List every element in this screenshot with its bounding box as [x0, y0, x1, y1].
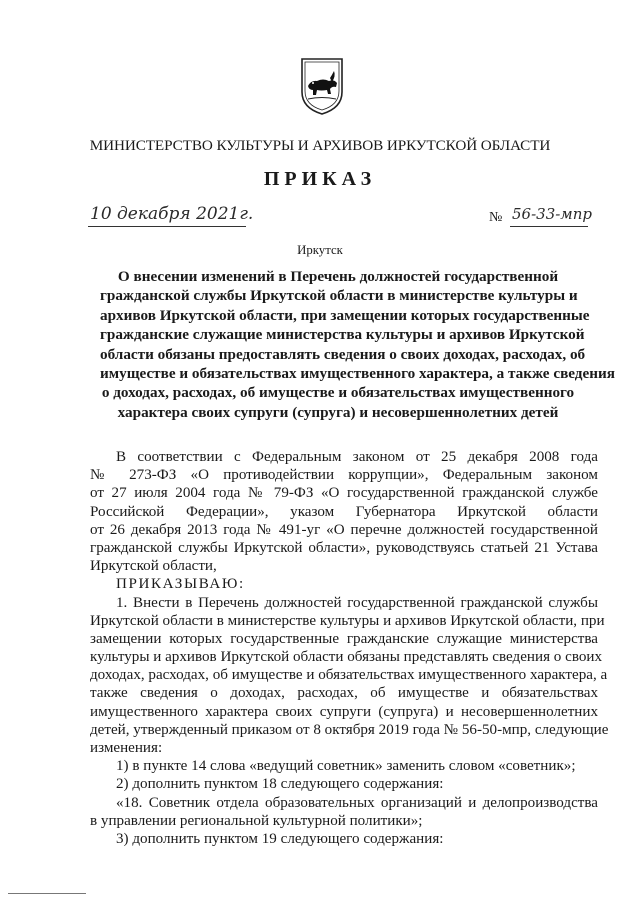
date-underline — [88, 226, 246, 227]
body-line: 3) дополнить пунктом 19 следующего содержания: — [116, 830, 444, 847]
handwritten-date: 10 декабря 2021г. — [90, 204, 254, 224]
body-line: культуры и архивов Иркутской области обязаны представлять сведения о своих — [90, 649, 603, 666]
title-line: имуществе и обязательствах имущественного характера, а также сведения — [100, 365, 615, 383]
body-line: № 273-ФЗ «О противодействии коррупции», Федеральным законом — [90, 467, 598, 484]
body-line: Иркутской области, — [90, 558, 217, 575]
title-line: О внесении изменений в Перечень должностей государственной — [117, 268, 559, 285]
body-line: от 27 июля 2004 года № 79-ФЗ «О государственной гражданской службе — [90, 485, 598, 502]
body-line: изменения: — [90, 740, 163, 756]
ministry-name: МИНИСТЕРСТВО КУЛЬТУРЫ И АРХИВОВ ИРКУТСКОЙ ОБЛАСТИ — [89, 137, 551, 154]
coat-of-arms-emblem — [299, 56, 345, 116]
title-line: гражданские служащие министерства культуры и архивов Иркутской — [100, 326, 585, 344]
title-line: области обязаны предоставлять сведения о своих доходах, расходах, об — [100, 345, 586, 363]
body-line: «18. Советник отдела образовательных организаций и делопроизводства — [116, 794, 598, 811]
order-directive-word: ПРИКАЗЫВАЮ: — [116, 576, 245, 593]
title-line: архивов Иркутской области, при замещении которых государственные — [100, 306, 590, 324]
title-line: гражданской службы Иркутской области в министерстве культуры и — [100, 287, 578, 305]
body-line: также сведения о доходах, расходах, об имуществе и обязательствах — [90, 685, 598, 702]
body-line: в управлении региональной культурной политики»; — [90, 812, 423, 829]
handwritten-number: 56-33-мпр — [512, 205, 593, 223]
footer-rule — [8, 893, 86, 894]
title-line: о доходах, расходах, об имуществе и обязательствах имущественного — [101, 384, 575, 402]
body-line: Российской Федерации», указом Губернатора Иркутской области — [90, 503, 598, 520]
order-number-label: № — [489, 210, 503, 225]
body-line: имущественного характера своих супруги (супруга) и несовершеннолетних — [90, 703, 598, 720]
number-underline — [510, 226, 588, 227]
order-number-field — [510, 204, 593, 228]
city-name: Иркутск — [297, 243, 343, 257]
body-line: Иркутской области в министерстве культуры и архивов Иркутской области, при — [90, 612, 605, 629]
order-body-text — [90, 448, 609, 848]
order-date-field — [88, 204, 254, 228]
body-line: от 26 декабря 2013 года № 491-уг «О перечне должностей государственной — [90, 521, 598, 538]
body-line: 1) в пункте 14 слова «ведущий советник» заменить словом «советник»; — [116, 758, 576, 775]
body-line: доходах, расходах, об имуществе и обязательствах имущественного характера, а — [90, 667, 608, 684]
body-line: замещении которых государственные гражданские служащие министерства — [90, 630, 598, 647]
body-line: гражданской службы Иркутской области», руководствуясь статьей 21 Устава — [90, 539, 598, 556]
body-line: 1. Внести в Перечень должностей государственной гражданской службы — [116, 594, 598, 611]
body-line: детей, утвержденный приказом от 8 октября 2019 года № 56-50-мпр, следующие — [90, 721, 609, 738]
order-subject-title — [100, 267, 615, 422]
body-line: В соответствии с Федеральным законом от 25 декабря 2008 года — [116, 449, 598, 465]
title-line: характера своих супруги (супруга) и несовершеннолетних детей — [117, 403, 559, 421]
body-line: 2) дополнить пунктом 18 следующего содержания: — [116, 776, 444, 793]
document-type-title: ПРИКАЗ — [263, 168, 377, 190]
